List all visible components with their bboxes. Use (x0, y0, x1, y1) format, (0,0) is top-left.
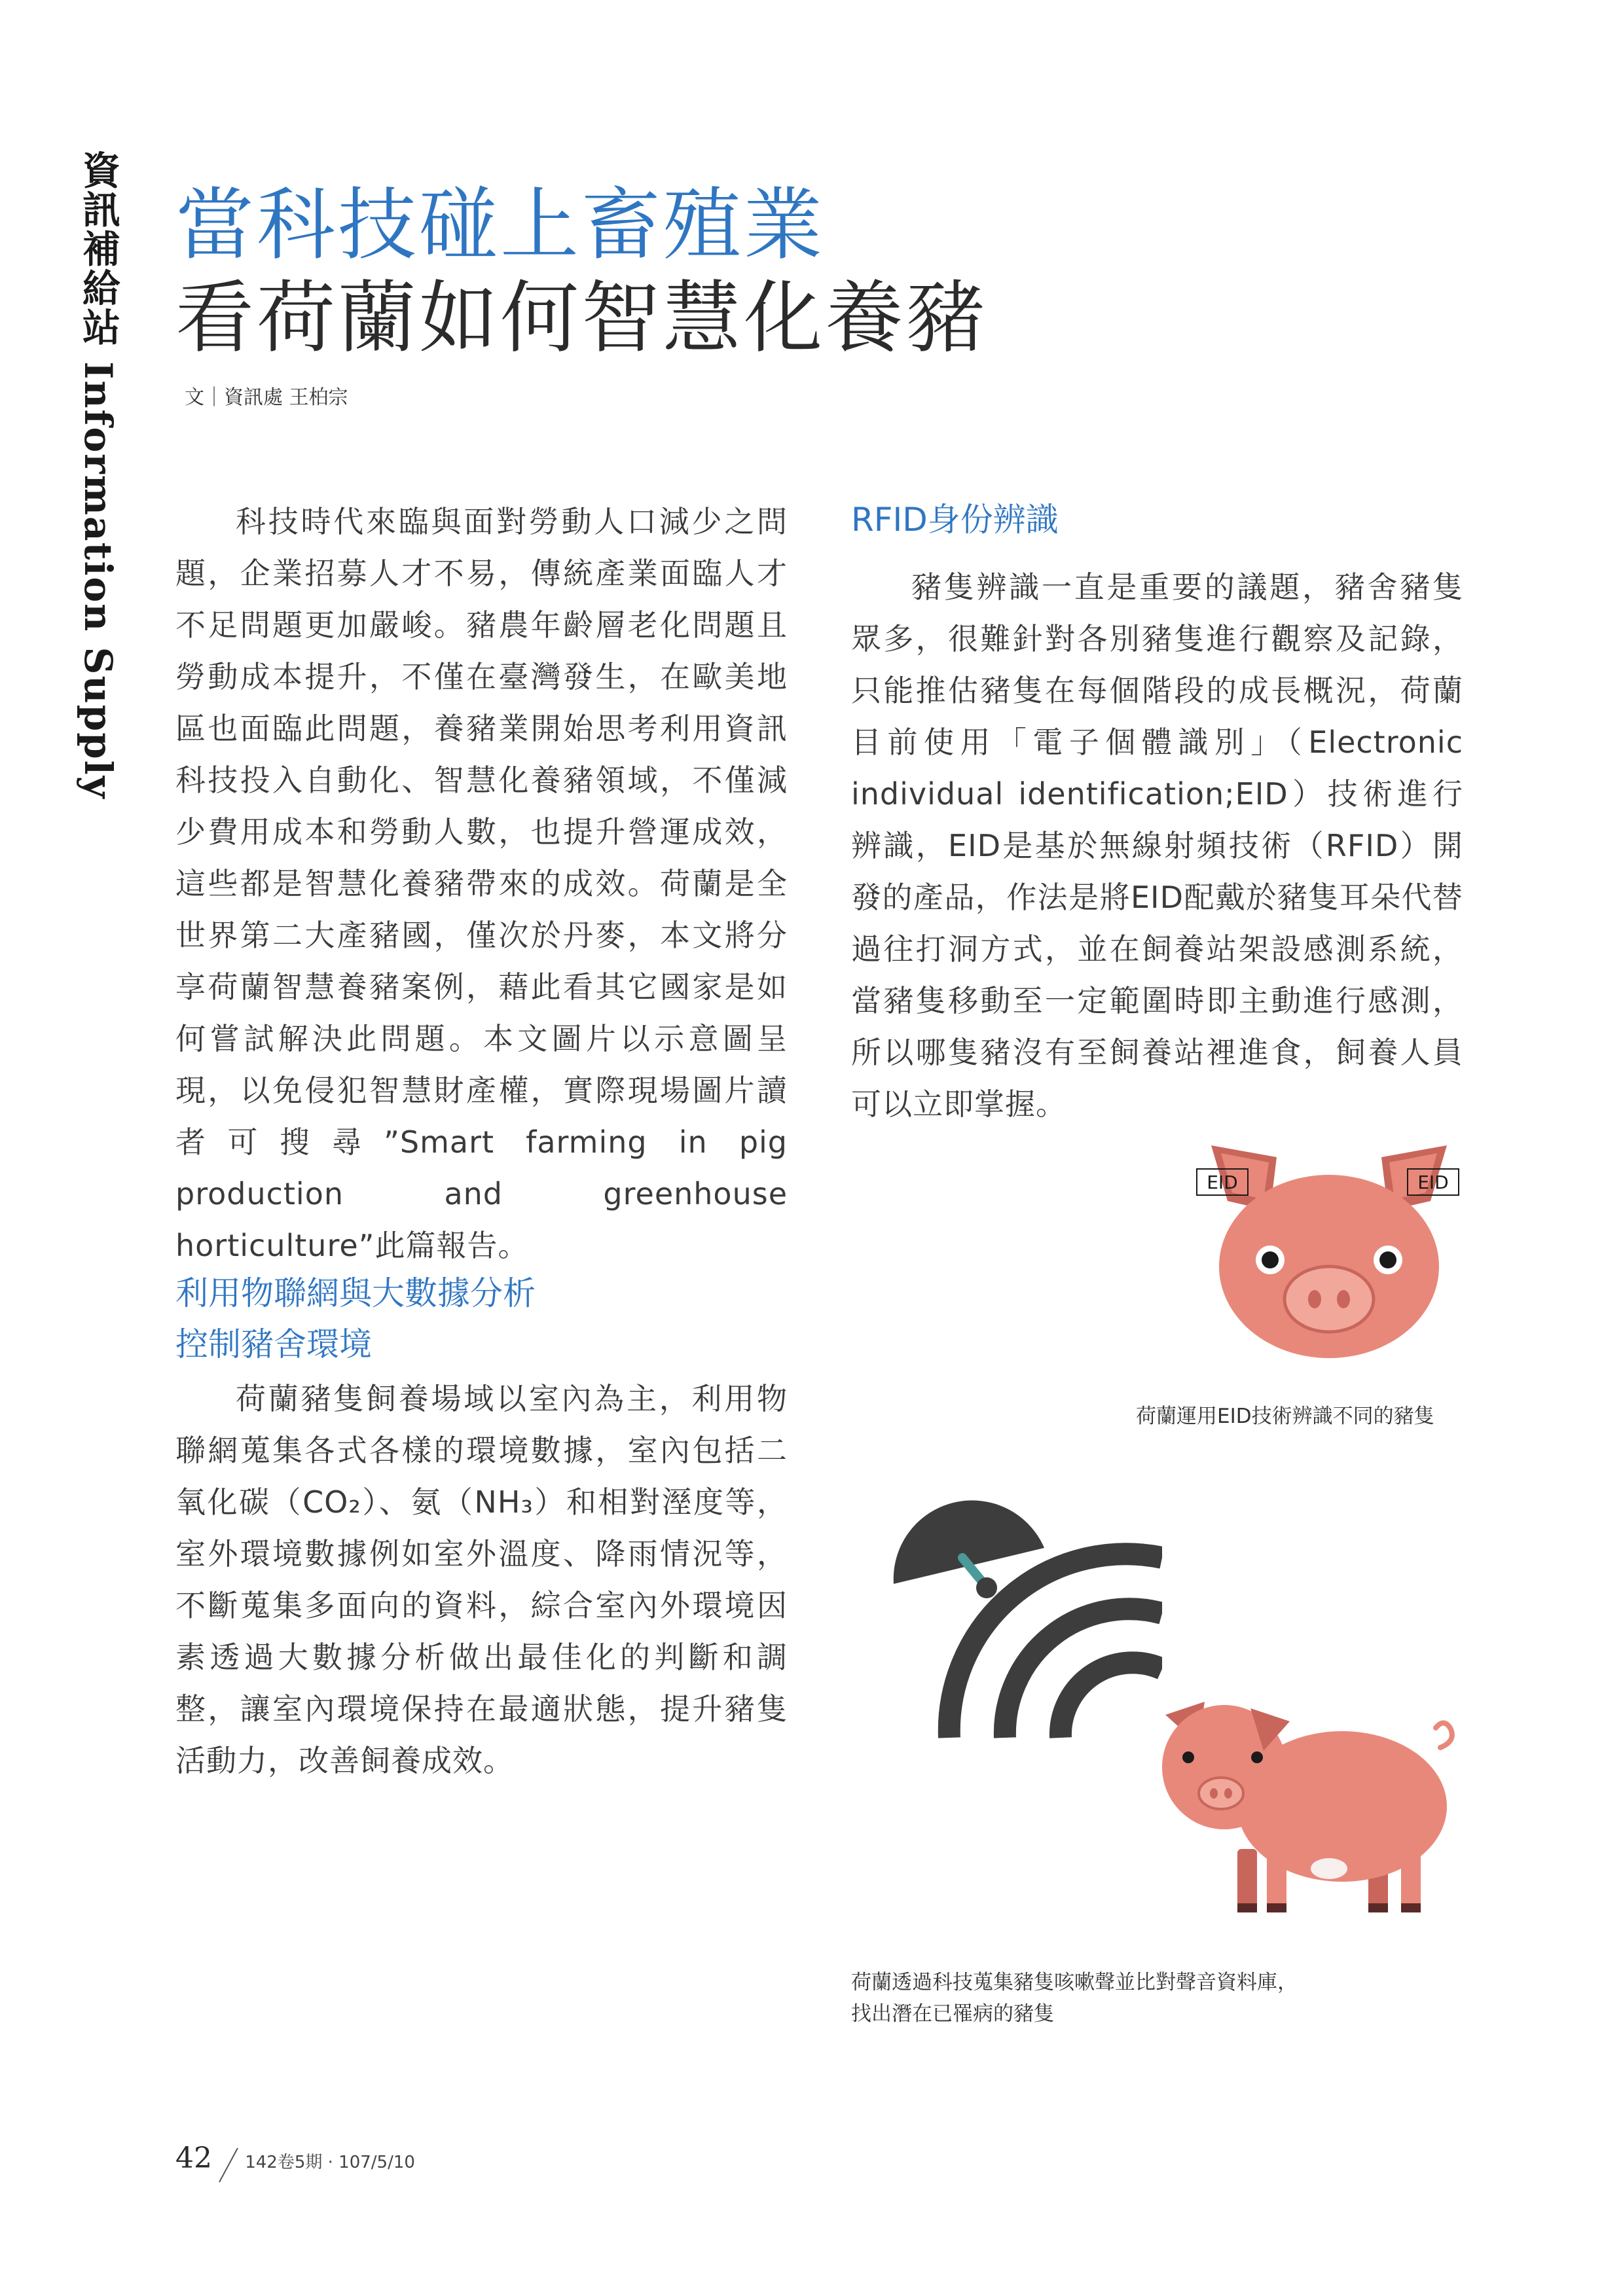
pig-standing-snout (1199, 1778, 1243, 1809)
left-pupil (1262, 1251, 1279, 1268)
section2-heading (175, 1268, 536, 1370)
pig-leg-front-left (1237, 1849, 1257, 1911)
intro-paragraph: 科技時代來臨與面對勞動人口減少之問題，企業招募人才不易，傳統產業面臨人才不足問題更加嚴峻。豬農年齡層老化問題且勞動成本提升，不僅在臺灣發生，在歐美地區也面臨此問題，養豬業開始思考利用資訊科技投入自動化、智慧化養豬領域，不僅減少費用成本和勞動人數，也提升營運成效，這些都是智慧化養豬帶來的成效。荷蘭是全世界第二大產豬國，僅次於丹麥，本文將分享荷蘭智慧養豬案例，藉此看其它國家是如何嘗試解決此問題。本文圖片以示意圖呈現，以免侵犯智慧財產權，實際現場圖片讀者可搜尋”Smart farming in pig production and greenhouse horticulture”此篇報告。 (175, 504, 788, 1263)
left-nostril (1308, 1290, 1321, 1308)
hoof-3 (1368, 1903, 1388, 1912)
pig-tail (1436, 1723, 1452, 1748)
page-footer (175, 2142, 415, 2185)
rfid-paragraph: 豬隻辨識一直是重要的議題，豬舍豬隻眾多，很難針對各別豬隻進行觀察及記錄，只能推估豬隻在每個階段的成長概況，荷蘭目前使用「電子個體識別」（Electronic individual identification;EID）技術進行辨識，EID是基於無線射頻技術（RFID）開發的產品，作法是將EID配戴於豬隻耳朵代替過往打洞方式，並在飼養站架設感測系統，當豬隻移動至一定範圍時即主動進行感測，所以哪隻豬沒有至飼養站裡進食，飼養人員可以立即掌握。 (851, 569, 1463, 1122)
article-title-line2: 看荷蘭如何智慧化養豬 (175, 273, 987, 364)
slash-divider-icon (215, 2145, 242, 2185)
microphone-tip (976, 1577, 997, 1598)
caption2-line1: 荷蘭透過科技蒐集豬隻咳嗽聲並比對聲音資料庫， (851, 1971, 1298, 1994)
section-side-label: 資訊補給站 Information Supply (76, 151, 120, 800)
section2-heading-line2: 控制豬舍環境 (175, 1325, 372, 1363)
pig-udder (1311, 1858, 1347, 1879)
article-title-line1: 當科技碰上畜殖業 (175, 180, 825, 271)
pig-standing-eye-left (1182, 1751, 1194, 1763)
pig-standing-eye-right (1251, 1751, 1263, 1763)
caption2-line2: 找出潛在已罹病的豬隻 (851, 2002, 1054, 2026)
right-pupil (1379, 1251, 1396, 1268)
hoof-4 (1401, 1903, 1421, 1912)
section2-paragraph: 荷蘭豬隻飼養場域以室內為主，利用物聯網蒐集各式各樣的環境數據，室內包括二氧化碳（CO₂）、氨（NH₃）和相對溼度等，室外環境數據例如室外溫度、降雨情況等，不斷蒐集多面向的資料，綜合室內外環境因素透過大數據分析做出最佳化的判斷和調整，讓室內環境保持在最適狀態，提升豬隻活動力，改善飼養成效。 (175, 1381, 788, 1778)
signal-arc-inner (1061, 1662, 1162, 1738)
hoof-2 (1267, 1903, 1286, 1912)
pig-standing-nostril-left (1210, 1788, 1218, 1799)
pig-standing-nostril-right (1224, 1788, 1232, 1799)
hoof-1 (1237, 1903, 1257, 1912)
author-byline: 文｜資訊處 王柏宗 (185, 386, 348, 409)
pig-leg-front-right (1267, 1852, 1286, 1911)
right-nostril (1337, 1290, 1350, 1308)
microphone-signal-icon (887, 1486, 1162, 1748)
issue-info: 142卷5期 · 107/5/10 (245, 2153, 415, 2172)
rfid-heading: RFID身份辨識 (851, 501, 1059, 539)
section2-column (175, 1373, 788, 1787)
pig-standing-illustration (1152, 1695, 1460, 1918)
ear-tag-left-text: EID (1207, 1172, 1238, 1193)
pig-head-eid-illustration (1192, 1139, 1467, 1361)
rfid-column (851, 562, 1463, 1130)
page-number: 42 (175, 2142, 212, 2175)
ear-tag-right-text: EID (1417, 1172, 1449, 1193)
caption-cough-detection (851, 1967, 1375, 2030)
section2-heading-line1: 利用物聯網與大數據分析 (175, 1274, 536, 1312)
intro-column (175, 496, 788, 1272)
rfid-heading-block (851, 494, 1059, 545)
caption-eid: 荷蘭運用EID技術辨識不同的豬隻 (1136, 1405, 1434, 1428)
pig-leg-back-right (1401, 1852, 1421, 1911)
